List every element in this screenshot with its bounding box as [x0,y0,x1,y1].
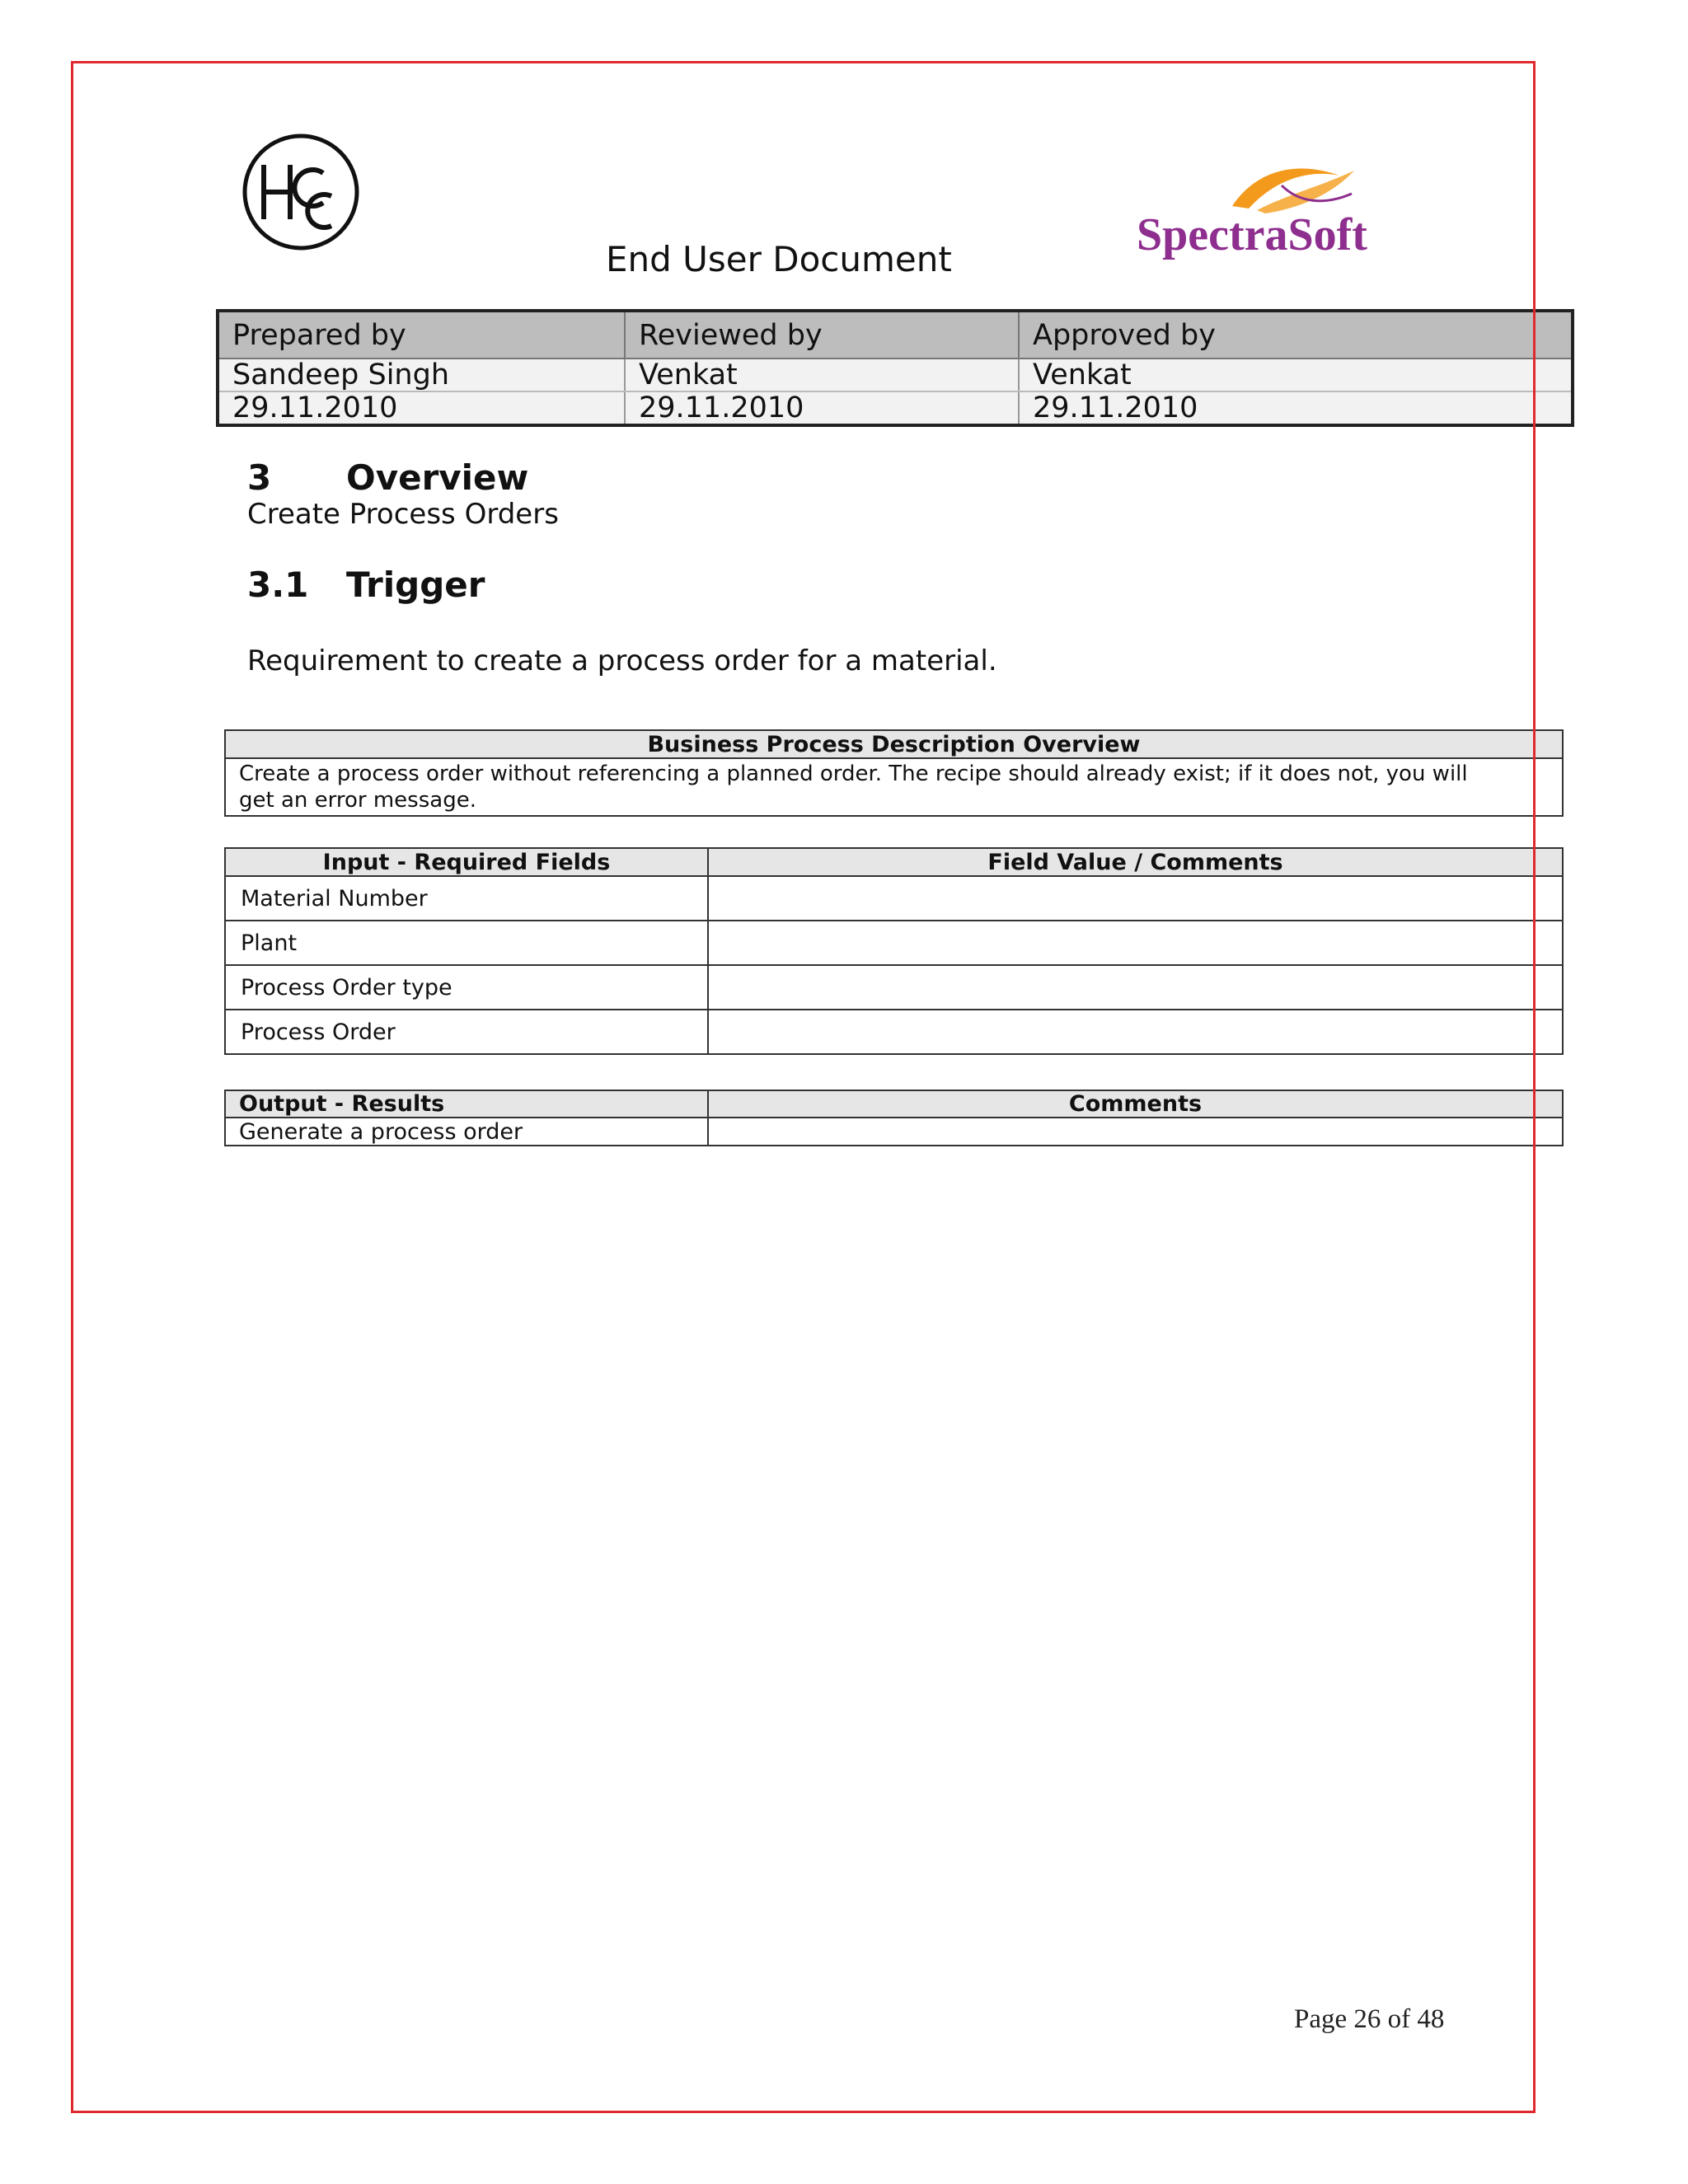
section-title: Overview [346,457,529,498]
svg-text:SpectraSoft: SpectraSoft [1137,209,1367,260]
input-header-row [225,848,1563,876]
subsection-number: 3.1 [247,565,309,605]
hcc-logo [239,130,363,254]
input-field-label: Process Order type [225,965,708,1010]
approval-dates-row [218,391,1573,425]
approval-names-row [218,359,1573,391]
input-field-value [708,1010,1563,1054]
page-number: Page 26 of 48 [1294,2004,1445,2034]
approved-by-header: Approved by [1019,311,1573,359]
table-row [225,1118,1563,1146]
output-results-header: Output - Results [225,1090,708,1118]
trigger-text: Requirement to create a process order for a material. [247,644,997,677]
section-number: 3 [247,457,272,498]
table-row [225,921,1563,965]
reviewed-by-header: Reviewed by [625,311,1019,359]
bpd-description [225,758,1563,816]
reviewed-by-name: Venkat [625,359,1019,391]
input-fields-table [224,847,1564,1055]
approval-table [216,309,1574,427]
bpd-text-line-1: Create a process order without referencing a planned order. The recipe should already exist; if it does not, you will [239,762,1468,786]
output-result-comment [708,1118,1563,1146]
approved-by-name: Venkat [1019,359,1573,391]
table-row [225,1010,1563,1054]
approval-header-row [218,311,1573,359]
output-result-label: Generate a process order [225,1118,708,1146]
comments-header: Comments [708,1090,1563,1118]
input-field-value [708,876,1563,921]
bpd-header: Business Process Description Overview [225,730,1563,758]
subsection-title: Trigger [346,565,485,605]
input-field-label: Material Number [225,876,708,921]
document-title: End User Document [606,239,952,279]
input-field-label: Process Order [225,1010,708,1054]
section-subtitle: Create Process Orders [247,498,559,531]
bpd-text-line-2: get an error message. [239,788,476,813]
prepared-by-header: Prepared by [218,311,625,359]
table-row [225,876,1563,921]
field-value-header: Field Value / Comments [708,848,1563,876]
input-fields-header: Input - Required Fields [225,848,708,876]
prepared-by-name: Sandeep Singh [218,359,625,391]
business-process-table [224,729,1564,817]
input-field-label: Plant [225,921,708,965]
spectrasoft-logo [1133,161,1381,268]
input-field-value [708,921,1563,965]
reviewed-date: 29.11.2010 [625,391,1019,425]
prepared-date: 29.11.2010 [218,391,625,425]
table-row [225,965,1563,1010]
input-field-value [708,965,1563,1010]
approved-date: 29.11.2010 [1019,391,1573,425]
output-results-table [224,1090,1564,1146]
output-header-row [225,1090,1563,1118]
